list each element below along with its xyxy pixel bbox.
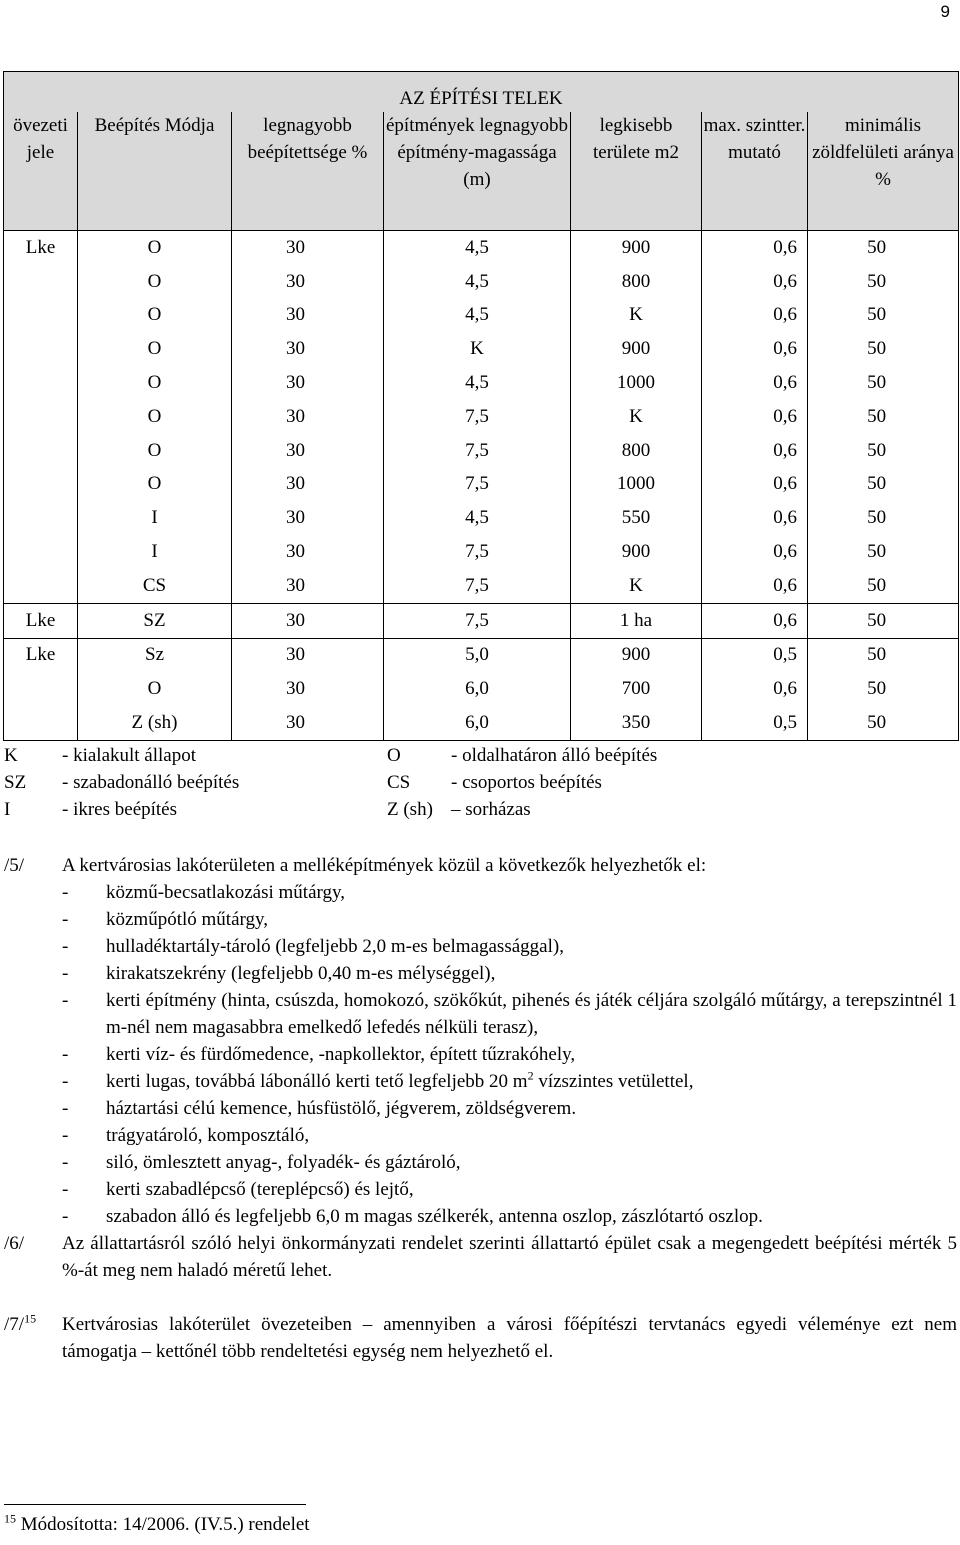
table-cell: 50 — [808, 706, 959, 740]
table-cell: 50 — [808, 535, 959, 569]
table-cell: 0,6 — [702, 603, 808, 638]
table-cell: 50 — [808, 603, 959, 638]
list-item: - hulladéktartály-tároló (legfeljebb 2,0 m-es belmagassággal), — [62, 936, 564, 957]
table-row — [4, 706, 959, 740]
table-row — [4, 468, 959, 502]
table-cell: 30 — [232, 672, 384, 706]
table-cell: 50 — [808, 468, 959, 502]
table-cell: 30 — [232, 638, 384, 672]
table-cell — [4, 434, 78, 468]
table-row — [4, 400, 959, 434]
table-cell: 0,5 — [702, 706, 808, 740]
table-cell: 0,5 — [702, 638, 808, 672]
table-cell: 30 — [232, 231, 384, 265]
legend-value: - oldalhatáron álló beépítés — [451, 745, 658, 766]
table-cell: 4,5 — [384, 265, 571, 299]
table-cell: O — [78, 468, 232, 502]
header-beepitettseg: legnagyobb beépítettsége % — [232, 112, 384, 231]
page-number: 9 — [940, 2, 950, 21]
table-row — [4, 603, 959, 638]
legend-row — [4, 742, 804, 769]
table-cell: 7,5 — [384, 535, 571, 569]
list-item: - kerti lugas, továbbá lábonálló kerti tető legfeljebb 20 $m^2$ vízszintes vetülettel, — [62, 1068, 694, 1092]
table-cell: 50 — [808, 501, 959, 535]
table-cell: 30 — [232, 706, 384, 740]
table-cell: Lke — [4, 603, 78, 638]
table-cell — [4, 468, 78, 502]
legend-value: - szabadonálló beépítés — [62, 772, 240, 793]
section-label: /6/ — [4, 1233, 25, 1254]
table-cell: O — [78, 265, 232, 299]
table-cell: 50 — [808, 638, 959, 672]
table-cell: 30 — [232, 332, 384, 366]
table-cell: CS — [78, 569, 232, 603]
table-cell — [4, 332, 78, 366]
header-szintterulet-mutato: max. szintter. mutató — [702, 112, 808, 231]
footnote-ref[interactable]: 15 — [24, 1311, 37, 1326]
table-cell: 0,6 — [702, 265, 808, 299]
table-cell: 900 — [571, 535, 702, 569]
table-cell: O — [78, 400, 232, 434]
table-cell: 0,6 — [702, 434, 808, 468]
table-cell: 4,5 — [384, 366, 571, 400]
table-cell: O — [78, 672, 232, 706]
table-cell: 50 — [808, 299, 959, 333]
legend-value: - kialakult állapot — [62, 745, 197, 766]
table-row — [4, 366, 959, 400]
list-item: - kirakatszekrény (legfeljebb 0,40 m-es mélységgel), — [62, 963, 496, 984]
table-cell: 30 — [232, 366, 384, 400]
building-plot-table — [3, 71, 959, 741]
table-row — [4, 501, 959, 535]
header-beepites-modja: Beépítés Módja — [78, 112, 232, 231]
list-item: - kerti víz- és fürdőmedence, -napkollektor, épített tűzrakóhely, — [62, 1044, 576, 1065]
table-cell — [4, 535, 78, 569]
table-cell: 7,5 — [384, 569, 571, 603]
table-cell: 800 — [571, 265, 702, 299]
table-cell: 0,6 — [702, 332, 808, 366]
table-cell: 50 — [808, 366, 959, 400]
table-cell: 1000 — [571, 366, 702, 400]
list-item: - szabadon álló és legfeljebb 6,0 m magas szélkerék, antenna oszlop, zászlótartó oszlop. — [62, 1206, 763, 1227]
table-cell: 7,5 — [384, 603, 571, 638]
legend-value: - csoportos beépítés — [451, 772, 602, 793]
table-cell: 0,6 — [702, 299, 808, 333]
accessory-buildings-list — [62, 879, 957, 1230]
table-cell: 1 ha — [571, 603, 702, 638]
table-cell: 0,6 — [702, 468, 808, 502]
table-cell: 1000 — [571, 468, 702, 502]
list-item: - közmű-becsatlakozási műtárgy, — [62, 882, 346, 903]
legend-key: SZ — [4, 772, 27, 793]
table-cell: 50 — [808, 332, 959, 366]
table-cell — [4, 400, 78, 434]
header-legkisebb-terulet: legkisebb területe m2 — [571, 112, 702, 231]
table-cell: 0,6 — [702, 231, 808, 265]
section-6-text: Az állattartásról szóló helyi önkormányzati rendelet szerinti állattartó épület csak a megengedett beépítési mérték 5 %-át meg nem haladó méretű lehet. — [62, 1233, 957, 1281]
table-body — [4, 231, 959, 741]
table-cell: 50 — [808, 672, 959, 706]
table-cell: 50 — [808, 569, 959, 603]
table-cell: 30 — [232, 501, 384, 535]
legend-value: – sorházas — [451, 799, 531, 820]
table-cell — [4, 672, 78, 706]
table-cell — [4, 299, 78, 333]
table-cell: O — [78, 366, 232, 400]
footnote: $^{15}$ Módosította: 14/2006. (IV.5.) rendelet — [4, 1511, 310, 1535]
table-cell: 30 — [232, 468, 384, 502]
regulation-text — [4, 852, 957, 1365]
table-cell: 6,0 — [384, 706, 571, 740]
table-row — [4, 231, 959, 265]
table-cell: Sz — [78, 638, 232, 672]
table-cell: O — [78, 231, 232, 265]
legend-key: I — [4, 799, 11, 820]
table-cell: 0,6 — [702, 672, 808, 706]
section-label: /5/ — [4, 855, 25, 876]
footnote-number: 15 — [4, 1511, 16, 1526]
table-cell: 4,5 — [384, 231, 571, 265]
table-cell: 0,6 — [702, 535, 808, 569]
section-7-text: Kertvárosias lakóterület övezeteiben – amennyiben a városi főépítészi tervtanács egyedi véleménye ezt nem támogatja – kettőnél több rendeltetési egység nem helyezhető el. — [62, 1314, 957, 1362]
section-5 — [4, 852, 957, 1230]
table-cell: 30 — [232, 603, 384, 638]
table-cell: 50 — [808, 231, 959, 265]
table-cell — [4, 501, 78, 535]
section-7 — [4, 1311, 957, 1365]
table-row — [4, 299, 959, 333]
table-cell: 0,6 — [702, 366, 808, 400]
table-cell: I — [78, 535, 232, 569]
table-cell: SZ — [78, 603, 232, 638]
table-cell: 800 — [571, 434, 702, 468]
header-zoldfelulet: minimális zöldfelületi aránya % — [808, 112, 959, 231]
header-ovezeti-jele: övezeti jele — [4, 112, 78, 231]
list-item: - kerti építmény (hinta, csúszda, homokozó, szökőkút, pihenés és játék céljára szolgáló műtárgy, a terepszintnél 1 m-nél nem magasabbra emelkedő lefedés nélküli terasz), — [62, 990, 957, 1038]
table-cell: K — [384, 332, 571, 366]
table-cell: 50 — [808, 434, 959, 468]
table-row — [4, 672, 959, 706]
list-item: - siló, ömlesztett anyag-, folyadék- és gáztároló, — [62, 1152, 461, 1173]
list-item: - háztartási célú kemence, húsfüstölő, jégverem, zöldségverem. — [62, 1098, 577, 1119]
table-cell: 0,6 — [702, 569, 808, 603]
table-cell — [4, 569, 78, 603]
list-item: - kerti szabadlépcső (tereplépcső) és lejtő, — [62, 1179, 414, 1200]
header-epitmenymagassag: építmények legnagyobb építmény-magassága (m) — [384, 112, 571, 231]
table-cell: 900 — [571, 638, 702, 672]
table-cell: 30 — [232, 265, 384, 299]
legend-row — [4, 796, 804, 823]
table-cell: 4,5 — [384, 299, 571, 333]
legend-row — [4, 769, 804, 796]
superscript: 2 — [527, 1068, 534, 1083]
legend-key: O — [387, 745, 401, 766]
table-row — [4, 265, 959, 299]
section-5-intro: A kertvárosias lakóterületen a melléképítmények közül a következők helyezhetők el: — [62, 855, 707, 876]
table-cell: K — [571, 569, 702, 603]
table-cell: 30 — [232, 434, 384, 468]
table-cell: 550 — [571, 501, 702, 535]
table-cell: 30 — [232, 569, 384, 603]
table-cell: 0,6 — [702, 501, 808, 535]
legend-key: Z (sh) — [387, 799, 433, 820]
table-cell: 900 — [571, 332, 702, 366]
table-cell: Z (sh) — [78, 706, 232, 740]
table-row — [4, 535, 959, 569]
table-cell: 30 — [232, 400, 384, 434]
table-cell: O — [78, 434, 232, 468]
table-caption: AZ ÉPÍTÉSI TELEK — [4, 72, 959, 113]
list-item: - trágyatároló, komposztáló, — [62, 1125, 310, 1146]
table-cell — [4, 265, 78, 299]
table-cell: K — [571, 299, 702, 333]
list-item: - közműpótló műtárgy, — [62, 909, 269, 930]
table-cell: 700 — [571, 672, 702, 706]
table-cell: K — [571, 400, 702, 434]
section-label: /7/$^{15}$ — [4, 1311, 37, 1335]
table-cell: I — [78, 501, 232, 535]
table-cell: Lke — [4, 638, 78, 672]
table-cell: 50 — [808, 265, 959, 299]
table-cell: 7,5 — [384, 434, 571, 468]
table-cell — [4, 706, 78, 740]
table-cell: Lke — [4, 231, 78, 265]
table-cell: 6,0 — [384, 672, 571, 706]
footnote-divider — [4, 1504, 306, 1505]
table-cell: 5,0 — [384, 638, 571, 672]
table-cell: 30 — [232, 299, 384, 333]
table-cell: 7,5 — [384, 468, 571, 502]
table-cell: 4,5 — [384, 501, 571, 535]
table-row — [4, 434, 959, 468]
legend-value: - ikres beépítés — [62, 799, 178, 820]
table-cell: O — [78, 299, 232, 333]
table-row — [4, 638, 959, 672]
table-cell: O — [78, 332, 232, 366]
table-cell: 50 — [808, 400, 959, 434]
abbreviation-legend — [4, 742, 804, 823]
section-6 — [4, 1230, 957, 1284]
legend-key: CS — [387, 772, 411, 793]
legend-key: K — [4, 745, 18, 766]
table-cell: 900 — [571, 231, 702, 265]
table-cell: 0,6 — [702, 400, 808, 434]
table-cell — [4, 366, 78, 400]
table-cell: 350 — [571, 706, 702, 740]
table-row — [4, 569, 959, 603]
table-cell: 30 — [232, 535, 384, 569]
table-cell: 7,5 — [384, 400, 571, 434]
table-row — [4, 332, 959, 366]
